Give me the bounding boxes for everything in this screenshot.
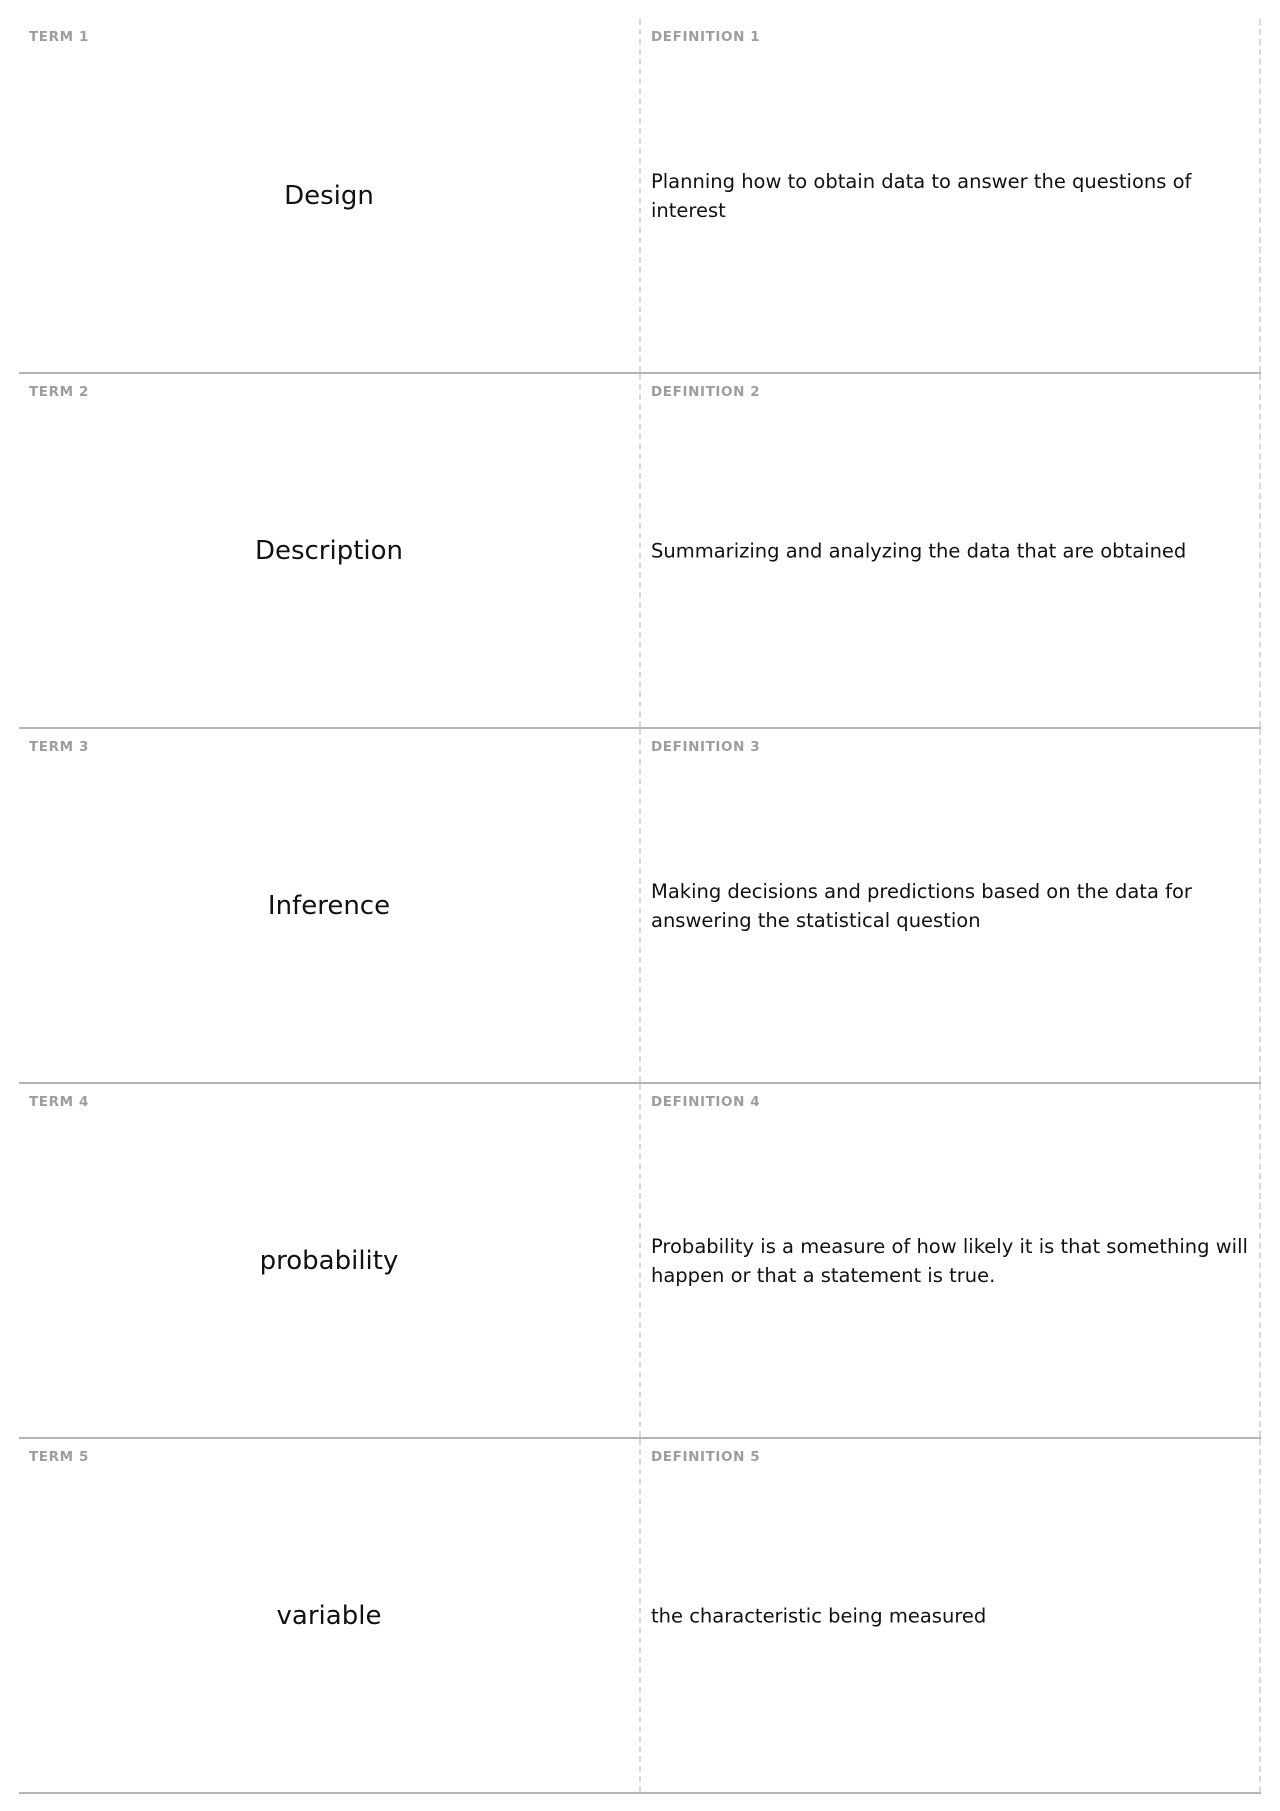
term-cell xyxy=(19,1084,641,1437)
definition-text: the characteristic being measured xyxy=(651,1604,987,1627)
flashcard-row xyxy=(19,374,1261,729)
term-label: TERM 1 xyxy=(29,29,89,45)
flashcard-sheet xyxy=(19,19,1261,1794)
definition-text: Making decisions and predictions based on the data for answering the statistical question xyxy=(651,879,1192,932)
definition-text: Probability is a measure of how likely it is that something will happen or that a statement is true. xyxy=(651,1234,1248,1287)
flashcard-row xyxy=(19,1439,1261,1794)
definition-cell xyxy=(641,1439,1261,1792)
term-text: Design xyxy=(284,180,374,211)
term-cell xyxy=(19,19,641,372)
definition-cell xyxy=(641,729,1261,1082)
term-label: TERM 2 xyxy=(29,384,89,400)
definition-text: Summarizing and analyzing the data that are obtained xyxy=(651,539,1187,562)
definition-cell xyxy=(641,374,1261,727)
definition-cell xyxy=(641,19,1261,372)
definition-label: DEFINITION 5 xyxy=(651,1449,761,1465)
term-text: probability xyxy=(259,1245,399,1276)
definition-label: DEFINITION 4 xyxy=(651,1094,761,1110)
term-text: Description xyxy=(254,535,404,566)
term-text: variable xyxy=(276,1600,382,1631)
flashcard-row xyxy=(19,1084,1261,1439)
flashcard-row xyxy=(19,729,1261,1084)
flashcard-row xyxy=(19,19,1261,374)
term-label: TERM 5 xyxy=(29,1449,89,1465)
term-text: Inference xyxy=(267,890,391,921)
definition-label: DEFINITION 1 xyxy=(651,29,761,45)
term-label: TERM 4 xyxy=(29,1094,89,1110)
definition-label: DEFINITION 2 xyxy=(651,384,761,400)
definition-label: DEFINITION 3 xyxy=(651,739,761,755)
definition-text: Planning how to obtain data to answer the questions of interest xyxy=(651,169,1192,222)
term-cell xyxy=(19,729,641,1082)
term-cell xyxy=(19,374,641,727)
term-cell xyxy=(19,1439,641,1792)
term-label: TERM 3 xyxy=(29,739,89,755)
definition-cell xyxy=(641,1084,1261,1437)
